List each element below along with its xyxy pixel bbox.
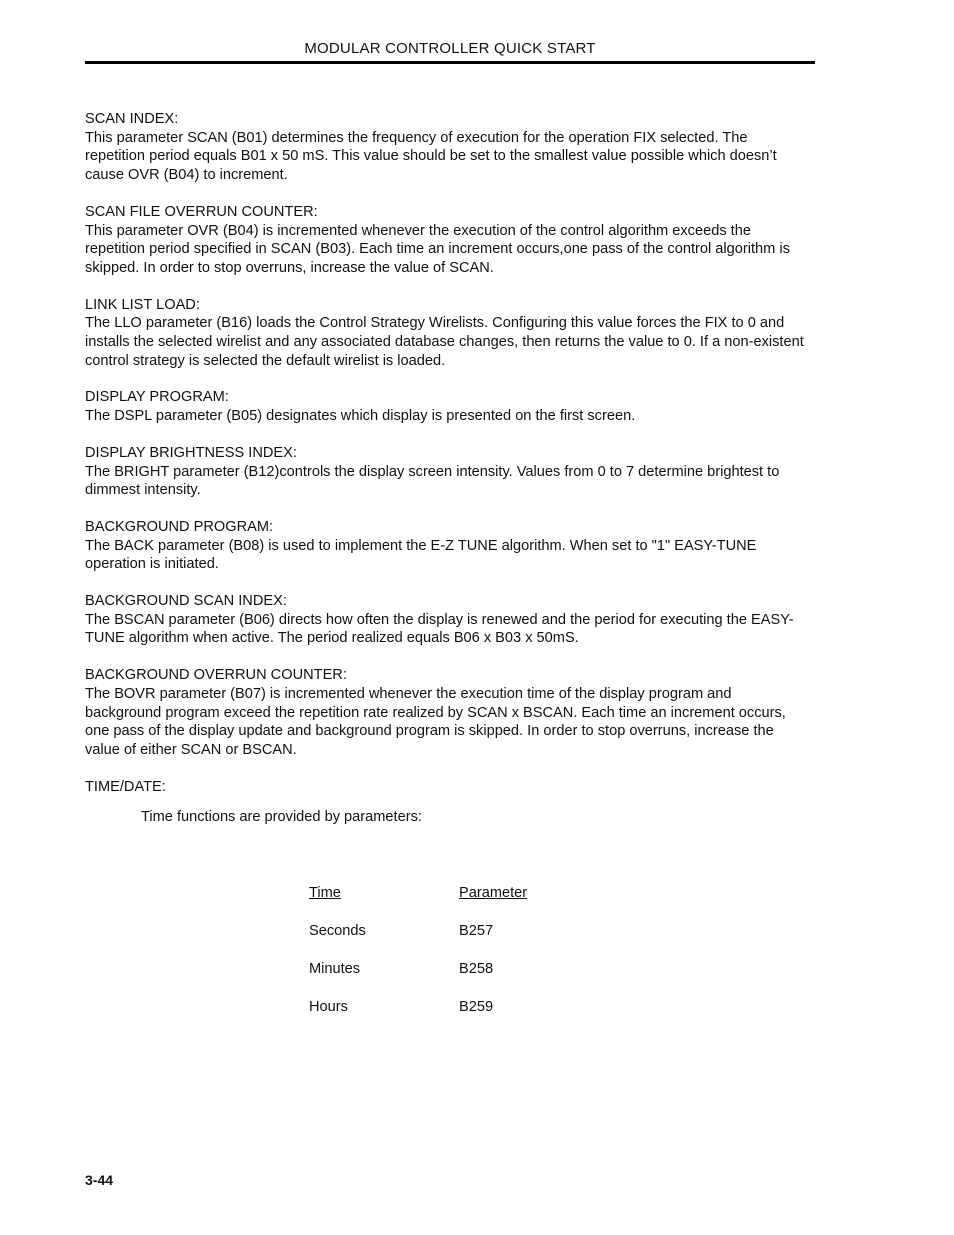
time-cell: Seconds xyxy=(309,923,366,939)
section-text: This parameter SCAN (B01) determines the frequency of execution for the operation FIX selected. The repetition period equals B01 x 50 mS. This value should be set to the smallest value possible which doesn’t cause OVR (B04) to increment. xyxy=(85,129,777,184)
time-parameter-table xyxy=(309,884,609,1036)
table-row xyxy=(309,960,609,998)
section-heading: LINK LIST LOAD: xyxy=(85,296,200,313)
section-text: The LLO parameter (B16) loads the Control Strategy Wirelists. Configuring this value forces the FIX to 0 and installs the selected wirelist and any associated database changes, then returns the value to 0. If a non-existent control strategy is selected the default wirelist is loaded. xyxy=(85,315,804,369)
section-text: The BOVR parameter (B07) is incremented whenever the execution time of the display program and background program exceed the repetition rate realized by SCAN x BSCAN. Each time an increment occurs, one pass of the display update and background program is skipped. In order to stop overruns, increase the value of either SCAN or BSCAN. xyxy=(85,685,786,758)
section-heading: TIME/DATE: xyxy=(85,778,166,795)
section-heading: SCAN FILE OVERRUN COUNTER: xyxy=(85,203,318,220)
section-link-list-load xyxy=(85,296,810,371)
section-display-brightness-index xyxy=(85,444,810,500)
time-cell: Hours xyxy=(309,999,348,1015)
parameter-cell: B258 xyxy=(459,961,494,977)
table-row xyxy=(309,922,609,960)
column-header-parameter: Parameter xyxy=(459,885,528,901)
time-intro-text: Time functions are provided by parameters: xyxy=(141,809,422,826)
section-heading: DISPLAY PROGRAM: xyxy=(85,389,229,406)
section-text: The BACK parameter (B08) is used to implement the E-Z TUNE algorithm. When set to "1" EASY-TUNE operation is initiated. xyxy=(85,537,757,573)
section-background-scan-index xyxy=(85,592,810,648)
parameter-cell: B257 xyxy=(459,923,494,939)
section-text: The BRIGHT parameter (B12)controls the display screen intensity. Values from 0 to 7 determine brightest to dimmest intensity. xyxy=(85,463,780,499)
column-header-time: Time xyxy=(309,885,341,901)
section-display-program xyxy=(85,388,810,425)
page-number: 3-44 xyxy=(85,1172,114,1188)
section-heading: SCAN INDEX: xyxy=(85,111,179,127)
section-heading: BACKGROUND SCAN INDEX: xyxy=(85,593,287,610)
section-heading: BACKGROUND OVERRUN COUNTER: xyxy=(85,667,347,684)
section-heading: DISPLAY BRIGHTNESS INDEX: xyxy=(85,444,297,461)
section-text: This parameter OVR (B04) is incremented whenever the execution of the control algorithm exceeds the repetition period specified in SCAN (B03). Each time an increment occurs,one pass of the control algorithm is skipped. In order to stop overruns, increase the value of SCAN. xyxy=(85,222,790,276)
section-scan-index xyxy=(85,110,810,185)
time-cell: Minutes xyxy=(309,961,361,977)
section-time-date xyxy=(85,778,810,827)
section-text: The BSCAN parameter (B06) directs how often the display is renewed and the period for executing the EASY-TUNE algorithm when active. The period realized equals B06 x B03 x 50mS. xyxy=(85,611,794,647)
document-body xyxy=(85,110,810,845)
section-background-program xyxy=(85,518,810,574)
section-heading: BACKGROUND PROGRAM: xyxy=(85,518,274,535)
table-header-row xyxy=(309,884,609,922)
section-background-overrun-counter xyxy=(85,666,810,760)
parameter-cell: B259 xyxy=(459,999,494,1015)
table-row xyxy=(309,998,609,1036)
section-scan-file-overrun-counter xyxy=(85,203,810,278)
header-rule xyxy=(85,61,815,64)
page-header-title: MODULAR CONTROLLER QUICK START xyxy=(304,40,596,57)
section-text: The DSPL parameter (B05) designates which display is presented on the first screen. xyxy=(85,408,636,425)
